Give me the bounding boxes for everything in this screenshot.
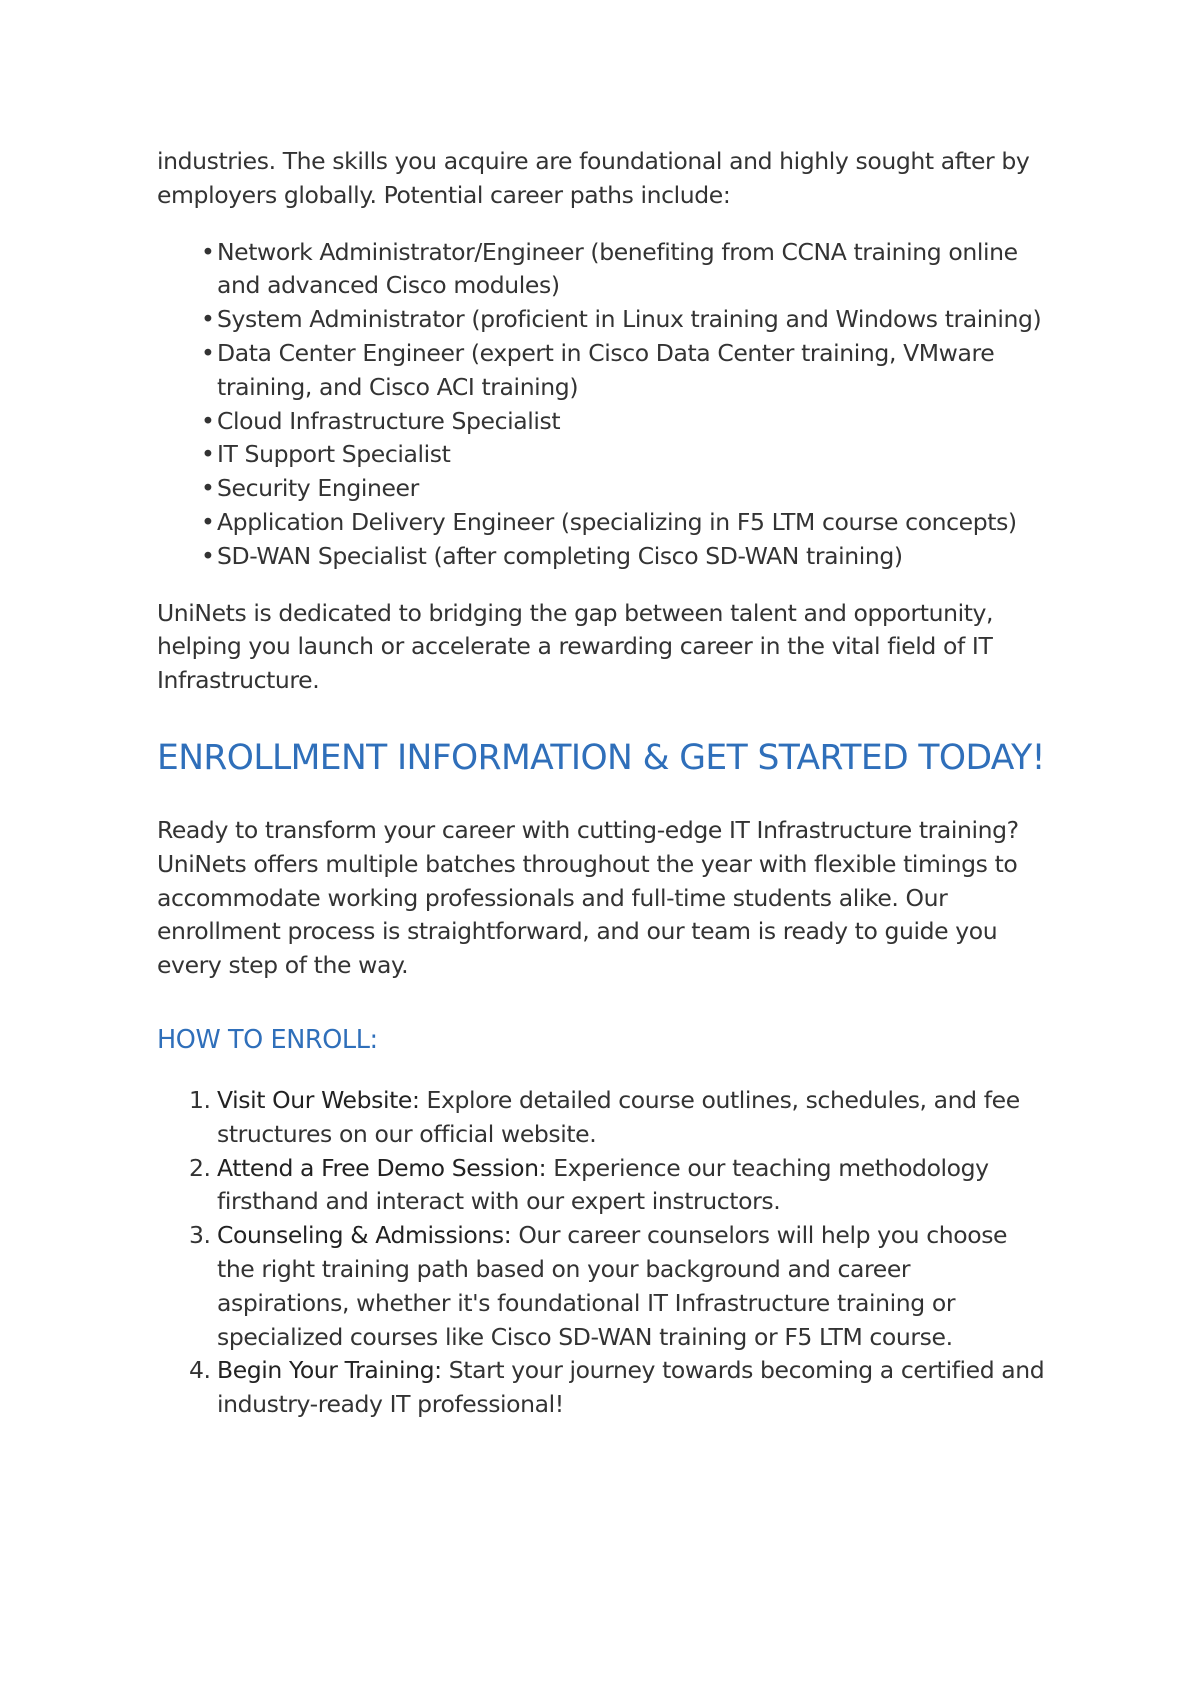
list-item	[189, 1219, 1047, 1354]
step-number: 3.	[189, 1221, 211, 1250]
list-item: • Application Delivery Engineer (specializing in F5 LTM course concepts)	[217, 506, 1047, 540]
list-item: • IT Support Specialist	[217, 438, 1047, 472]
list-item	[189, 1354, 1047, 1422]
list-item	[189, 1152, 1047, 1220]
step-number: 2.	[189, 1153, 211, 1182]
enrollment-heading: ENROLLMENT INFORMATION & GET STARTED TODAY!	[157, 737, 1045, 778]
step-number: 4.	[189, 1356, 211, 1385]
career-paths-list	[157, 236, 1047, 574]
step-term: Visit Our Website:	[217, 1085, 420, 1114]
step-term: Begin Your Training:	[217, 1356, 442, 1385]
step-text: Our career counselors will help you choose the right training path based on your background and career aspirations, whether it's foundational IT Infrastructure training or specialized courses like Cisco SD-WAN training or F5 LTM course.	[217, 1221, 1008, 1351]
step-number: 1.	[189, 1085, 211, 1114]
enrollment-intro: Ready to transform your career with cutting-edge IT Infrastructure training? UniNets offers multiple batches throughout the year with flexible timings to accommodate working professionals and full-time students alike. Our enrollment process is straightforward, and our team is ready to guide you every step of the way.	[157, 815, 1019, 980]
document-page	[157, 145, 1047, 1422]
step-text: Experience our teaching methodology firsthand and interact with our expert instructors.	[217, 1153, 989, 1216]
list-item: • Network Administrator/Engineer (benefiting from CCNA training online and advanced Cisco modules)	[217, 236, 1047, 304]
career-paths-intro: industries. The skills you acquire are foundational and highly sought after by employers globally. Potential career paths include:	[157, 147, 1030, 209]
list-item: • System Administrator (proficient in Linux training and Windows training)	[217, 303, 1047, 337]
closing-paragraph: UniNets is dedicated to bridging the gap between talent and opportunity, helping you launch or accelerate a rewarding career in the vital field of IT Infrastructure.	[157, 598, 994, 695]
list-item: • Data Center Engineer (expert in Cisco Data Center training, VMware training, and Cisco ACI training)	[217, 337, 1047, 405]
list-item: • Cloud Infrastructure Specialist	[217, 405, 1047, 439]
step-term: Attend a Free Demo Session:	[217, 1153, 547, 1182]
how-to-enroll-heading: HOW TO ENROLL:	[157, 1024, 378, 1055]
step-term: Counseling & Admissions:	[217, 1221, 512, 1250]
step-text: Explore detailed course outlines, schedules, and fee structures on our official website.	[217, 1085, 1020, 1148]
list-item: • Security Engineer	[217, 472, 1047, 506]
list-item: • SD-WAN Specialist (after completing Cisco SD-WAN training)	[217, 540, 1047, 574]
step-text: Start your journey towards becoming a certified and industry-ready IT professional!	[217, 1356, 1045, 1419]
list-item	[189, 1084, 1047, 1152]
enroll-steps-list	[157, 1084, 1047, 1422]
